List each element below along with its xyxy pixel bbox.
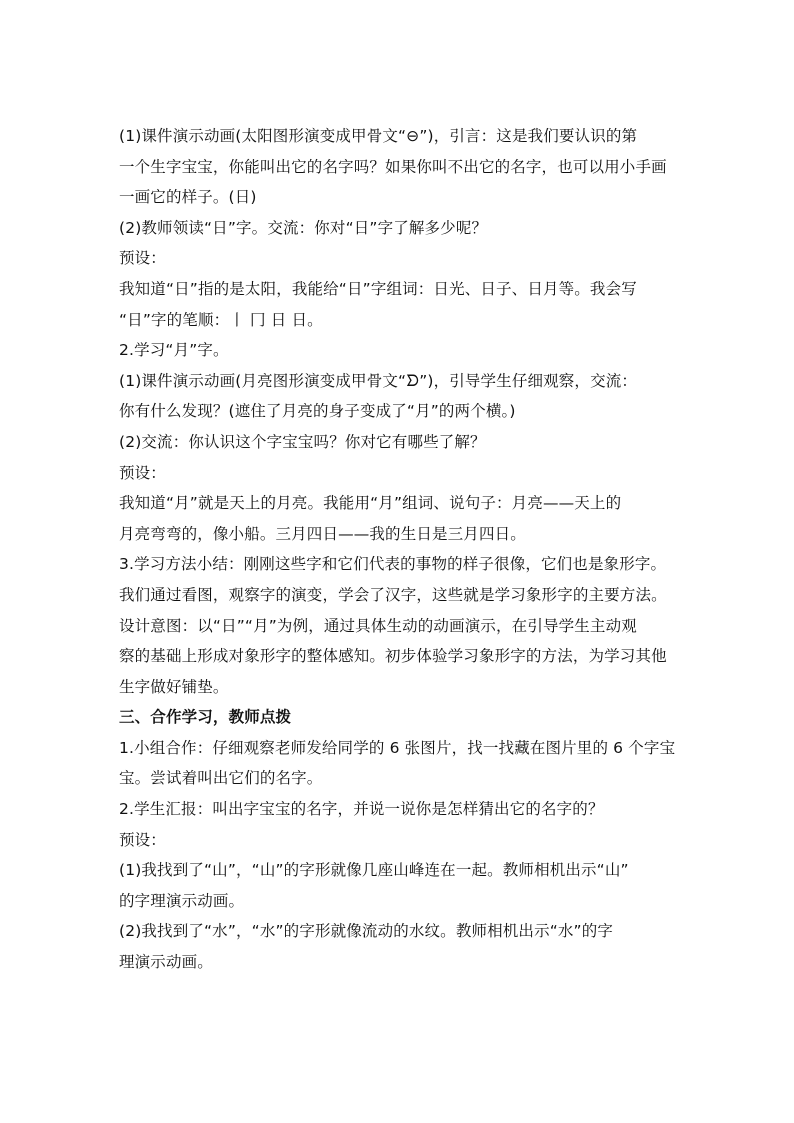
text-line: 一画它的样子。(日): [119, 188, 257, 207]
text-line: 理演示动画。: [119, 953, 213, 972]
text-line: (1)课件演示动画(太阳图形演变成甲骨文“⊖”)，引言：这是我们要认识的第: [119, 127, 638, 145]
text-line: 我们通过看图，观察字的演变，学会了汉字，这些就是学习象形字的主要方法。: [119, 585, 667, 604]
text-line: 宝。尝试着叫出它们的名字。: [119, 769, 323, 788]
text-line: 1.小组合作：仔细观察老师发给同学的 6 张图片，找一找藏在图片里的 6 个字宝: [119, 738, 676, 757]
text-line: (1)课件演示动画(月亮图形演变成甲骨文“ᗤ”)，引导学生仔细观察，交流：: [119, 371, 638, 390]
text-line: (2)教师领读“日”字。交流：你对“日”字了解多少呢？: [119, 218, 488, 237]
text-line: 预设：: [119, 830, 166, 849]
text-line: 预设：: [119, 249, 166, 268]
text-line: 预设：: [119, 463, 166, 482]
text-line: 2.学习“月”字。: [119, 341, 229, 360]
text-line: (1)我找到了“山”，“山”的字形就像几座山峰连在一起。教师相机出示“山”: [119, 861, 629, 880]
text-line: 月亮弯弯的，像小船。三月四日——我的生日是三月四日。: [119, 524, 526, 543]
text-line: “日”字的笔顺：丨 冂 日 日。: [119, 310, 323, 329]
text-line: 生字做好铺垫。: [119, 677, 229, 696]
document-body: [119, 121, 679, 978]
section-heading: 三、合作学习，教师点拨: [119, 708, 292, 727]
text-line: 我知道“月”就是天上的月亮。我能用“月”组词、说句子：月亮——天上的: [119, 494, 622, 513]
text-line: 我知道“日”指的是太阳，我能给“日”字组词：日光、日子、日月等。我会写: [119, 279, 637, 298]
text-line: 一个生字宝宝，你能叫出它的名字吗？如果你叫不出它的名字，也可以用小手画: [119, 157, 667, 176]
text-line: 察的基础上形成对象形字的整体感知。初步体验学习象形字的方法，为学习其他: [119, 647, 667, 666]
text-line: 你有什么发现？(遮住了月亮的身子变成了“月”的两个横。): [119, 402, 516, 421]
text-line: 的字理演示动画。: [119, 891, 245, 910]
text-line: 设计意图：以“日”“月”为例，通过具体生动的动画演示，在引导学生主动观: [119, 616, 637, 635]
text-line: 3.学习方法小结：刚刚这些字和它们代表的事物的样子很像，它们也是象形字。: [119, 555, 667, 574]
text-line: 2.学生汇报：叫出字宝宝的名字，并说一说你是怎样猜出它的名字的？: [119, 800, 604, 819]
text-line: (2)交流：你认识这个字宝宝吗？你对它有哪些了解？: [119, 432, 486, 451]
text-line: (2)我找到了“水”，“水”的字形就像流动的水纹。教师相机出示“水”的字: [119, 922, 614, 941]
